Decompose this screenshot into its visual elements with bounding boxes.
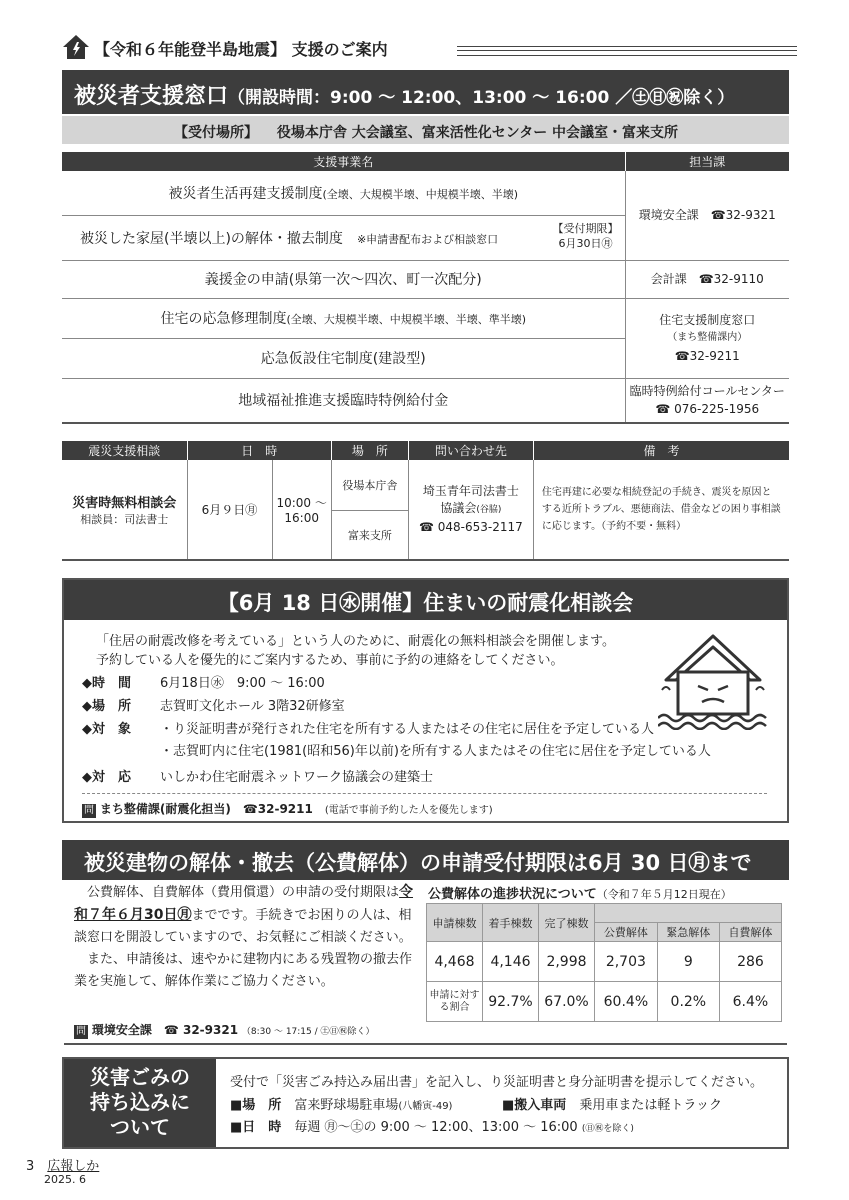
- seismic-target: ・志賀町内に住宅(1981(昭和56)年以前)を所有する人またはその住宅に居住を予定している人: [160, 744, 711, 759]
- section-divider: [64, 1043, 787, 1045]
- demolition-para: 公費解体、自費解体（費用償還）の申請の受付期限は令和７年６月30日㊊までです。手続きでお困りの人は、相談窓口を開設していますので、お気軽にご相談ください。: [74, 884, 414, 945]
- waste-intro: 受付で「災害ごみ持込み届出書」を記入し、り災証明書と身分証明書を提示してください。: [230, 1075, 764, 1090]
- progress-header: 自費解体: [719, 923, 781, 942]
- program-row: 義援金の申請(県第一次～四次、町一次配分): [62, 260, 625, 298]
- program-row: 被災した家屋(半壊以上)の解体・撤去制度 ※申請書配布および相談窓口 【受付期限】 6月30日㊊: [62, 215, 625, 260]
- waste-place: ■場 所 富来野球場駐車場(八幡寅-49): [230, 1098, 453, 1113]
- consult-header: 場 所: [331, 441, 408, 460]
- consult-contact: 埼玉青年司法書士 協議会(谷脇) ☎ 048-653-2117: [408, 460, 533, 560]
- page-header: [62, 34, 797, 62]
- page-number: 3: [26, 1159, 35, 1174]
- progress-count: 4,468: [427, 942, 483, 982]
- consult-date: 6月９日㊊: [187, 460, 272, 560]
- progress-ratio: 6.4%: [719, 982, 781, 1022]
- progress-header: 着手棟数: [483, 904, 539, 942]
- waste-date: ■日 時 毎週 ㊊～㊏の 9:00 ～ 12:00、13:00 ～ 16:00 (㊐㊗を除く): [230, 1120, 634, 1135]
- consult-place: 富来支所: [331, 510, 408, 560]
- places-label: 【受付場所】: [174, 125, 258, 141]
- seismic-target: ◆対 象 ・り災証明書が発行された住宅を所有する人またはその住宅に居住を予定している人: [82, 722, 655, 737]
- progress-header: 公費解体: [595, 923, 658, 942]
- seismic-intro: 予約している人を優先的にご案内するため、事前に予約の連絡をしてください。: [96, 653, 564, 668]
- progress-table: [426, 903, 782, 1022]
- inquiry-icon: 問: [84, 805, 94, 816]
- seismic-intro: 「住居の耐震改修を考えている」という人のために、耐震化の無料相談会を開催します。: [96, 634, 615, 649]
- dept-cell: 会計課 ☎32-9110: [625, 260, 789, 298]
- header-rule: [457, 46, 797, 56]
- progress-ratio: 67.0%: [539, 982, 595, 1022]
- progress-count: 2,703: [595, 942, 658, 982]
- publication-name: 広報しか: [47, 1159, 100, 1174]
- waste-title: 災害ごみの 持ち込みに ついて: [64, 1059, 216, 1147]
- waste-vehicle: ■搬入車両 乗用車または軽トラック: [502, 1098, 723, 1113]
- progress-count: 9: [657, 942, 719, 982]
- program-row: 住宅の応急修理制度(全壊、大規模半壊、中規模半壊、半壊、準半壊): [62, 298, 625, 338]
- seismic-place: ◆場 所 志賀町文化ホール 3階32研修室: [82, 699, 345, 714]
- demolition-title: 被災建物の解体・撤去（公費解体）の申請受付期限は6月 30 日㊊まで: [62, 840, 789, 880]
- progress-ratio: 92.7%: [483, 982, 539, 1022]
- programs-table: [62, 152, 789, 424]
- program-row: 応急仮設住宅制度(建設型): [62, 338, 625, 378]
- seismic-responder: ◆対 応 いしかわ住宅耐震ネットワーク協議会の建築士: [82, 770, 434, 785]
- progress-header: 緊急解体: [657, 923, 719, 942]
- progress-header: 申請棟数: [427, 904, 483, 942]
- progress-header-blank: [595, 904, 782, 923]
- program-row: 地域福祉推進支援臨時特例給付金: [62, 378, 625, 423]
- consult-place: 役場本庁舎: [331, 460, 408, 510]
- seismic-time: ◆時 間 6月18日㊌ 9:00 ～ 16:00: [82, 676, 325, 691]
- programs-header-dept: 担当課: [625, 152, 789, 171]
- consult-time: 10:00 ～ 16:00: [272, 460, 331, 560]
- page-title: 【令和６年能登半島地震】 支援のご案内: [94, 40, 388, 59]
- consult-header: 震災支援相談: [62, 441, 187, 460]
- demolition-text: [74, 881, 414, 993]
- support-window-hours: （開設時間：9:00 ～ 12:00、13:00 ～ 16:00 ／㊏㊐㊗除く）: [228, 88, 735, 108]
- support-window-places: [62, 116, 789, 144]
- program-row: 被災者生活再建支援制度(全壊、大規模半壊、中規模半壊、半壊): [62, 171, 625, 215]
- consult-table: [62, 441, 789, 561]
- consult-header: 問い合わせ先: [408, 441, 533, 460]
- house-character-icon: [658, 630, 768, 730]
- house-warning-icon: [62, 34, 90, 60]
- dept-cell: 環境安全課 ☎32-9321: [625, 171, 789, 260]
- progress-ratio: 60.4%: [595, 982, 658, 1022]
- demolition-para: また、申請後は、速やかに建物内にある残置物の撤去作業を実施して、解体作業にご協力ください。: [74, 952, 413, 989]
- consult-header: 備 考: [533, 441, 789, 460]
- demolition-contact: 問 環境安全課 ☎ 32-9321 （8:30 ～ 17:15 / ㊏㊐㊗除く）: [76, 1023, 375, 1037]
- publication-date: 2025. 6: [44, 1173, 86, 1186]
- footer: [26, 1155, 99, 1174]
- consult-name-cell: 災害時無料相談会 相談員：司法書士: [62, 460, 187, 560]
- seismic-box: [62, 578, 789, 823]
- progress-count: 4,146: [483, 942, 539, 982]
- progress-header: 完了棟数: [539, 904, 595, 942]
- seismic-title: 【6月 18 日㊌開催】住まいの耐震化相談会: [64, 580, 787, 620]
- inquiry-icon: 問: [76, 1026, 86, 1037]
- consult-remarks: 住宅再建に必要な相続登記の手続き、震災を原因とする近所トラブル、悪徳商法、借金などの困り事相談に応じます。（予約不要・無料）: [533, 460, 789, 560]
- seismic-contact: 問 まち整備課(耐震化担当) ☎32-9211 (電話で事前予約した人を優先します): [84, 802, 493, 816]
- progress-count: 2,998: [539, 942, 595, 982]
- dashed-divider: [82, 793, 767, 794]
- progress-ratio-label: 申請に対する割合: [427, 982, 483, 1022]
- progress-ratio: 0.2%: [657, 982, 719, 1022]
- support-window-name: 被災者支援窓口: [74, 84, 229, 109]
- progress-count: 286: [719, 942, 781, 982]
- deadline-note: 【受付期限】 6月30日㊊: [552, 221, 619, 250]
- progress-title: 公費解体の進捗状況について（令和７年５月12日現在）: [428, 887, 732, 902]
- consult-header: 日 時: [187, 441, 331, 460]
- places-value: 役場本庁舎 大会議室、富来活性化センター 中会議室・富来支所: [276, 125, 679, 141]
- dept-cell: 臨時特例給付コールセンター ☎ 076-225-1956: [625, 378, 789, 423]
- dept-cell: 住宅支援制度窓口 （まち整備課内） ☎32-9211: [625, 298, 789, 378]
- support-window-title: [62, 70, 789, 114]
- programs-header-name: 支援事業名: [62, 152, 625, 171]
- waste-box: [62, 1057, 789, 1149]
